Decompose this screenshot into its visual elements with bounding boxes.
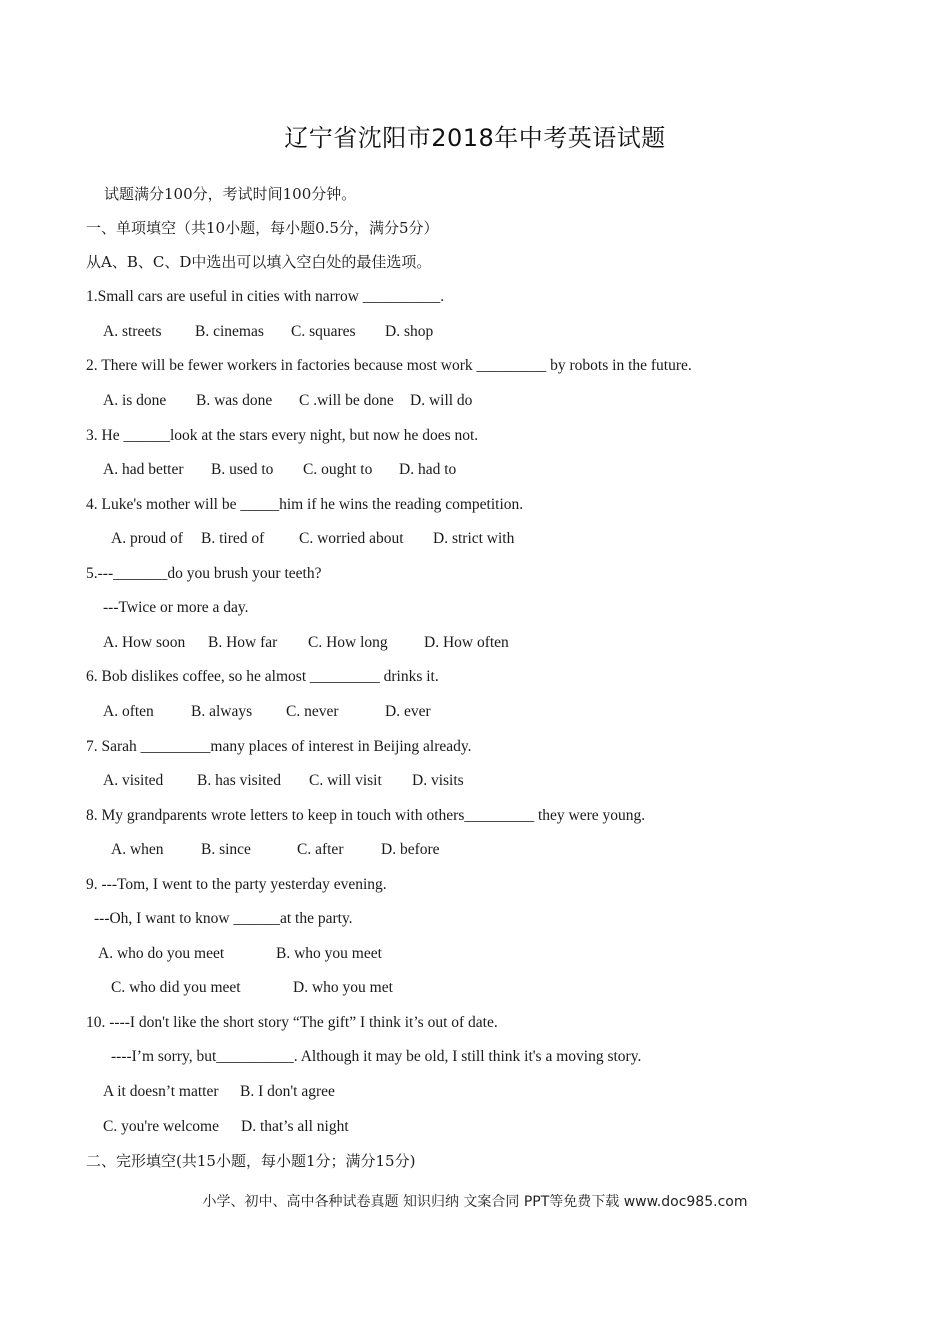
option-c: C. squares: [291, 323, 356, 340]
option-d: D. visits: [412, 772, 464, 789]
option-b: B. used to: [211, 461, 274, 478]
option-d: D. will do: [410, 392, 473, 409]
page-footer: 小学、初中、高中各种试卷真题 知识归纳 文案合同 PPT等免费下载 www.doc985.com: [202, 1194, 748, 1210]
option-d: D. ever: [385, 703, 431, 720]
option-a: A. is done: [103, 392, 167, 409]
option-c: C. after: [297, 841, 344, 858]
question-9-stem: 9. ---Tom, I went to the party yesterday evening.: [86, 876, 387, 893]
question-5-stem: 5.---_______do you brush your teeth?: [86, 565, 322, 582]
question-10-dialogue: ----I’m sorry, but__________. Although it may be old, I still think it's a moving story.: [111, 1048, 642, 1065]
option-d: D. strict with: [433, 530, 515, 547]
question-8-stem: 8. My grandparents wrote letters to keep in touch with others_________ they were young.: [86, 807, 646, 824]
option-b: B. since: [201, 841, 251, 858]
option-d: D. How often: [424, 634, 509, 651]
section-2-heading: 二、完形填空(共15小题，每小题1分；满分15分): [86, 1152, 416, 1170]
option-a: A. proud of: [111, 530, 183, 547]
option-b: B. I don't agree: [240, 1083, 335, 1100]
option-c: C. you're welcome: [103, 1118, 219, 1135]
section-1-heading: 一、单项填空（共10小题，每小题0.5分，满分5分）: [86, 219, 439, 237]
question-3-stem: 3. He ______look at the stars every night, but now he does not.: [86, 427, 479, 444]
option-a: A. streets: [103, 323, 162, 340]
question-5-dialogue: ---Twice or more a day.: [103, 599, 249, 616]
option-a: A. often: [103, 703, 154, 720]
option-b: B. How far: [208, 634, 278, 651]
option-c: C. worried about: [299, 530, 404, 547]
option-a: A. who do you meet: [98, 945, 225, 962]
option-c: C. How long: [308, 634, 388, 651]
option-b: B. tired of: [201, 530, 265, 547]
option-a: A. visited: [103, 772, 164, 789]
question-1-stem: 1.Small cars are useful in cities with narrow __________.: [86, 288, 445, 305]
option-d: D. shop: [385, 323, 434, 340]
option-c: C. who did you meet: [111, 979, 241, 996]
option-b: B. cinemas: [195, 323, 264, 340]
option-c: C. will visit: [309, 772, 382, 789]
option-c: C. never: [286, 703, 339, 720]
option-d: D. before: [381, 841, 440, 858]
option-a: A. when: [111, 841, 164, 858]
option-d: D. that’s all night: [241, 1118, 349, 1135]
option-b: B. has visited: [197, 772, 281, 789]
option-c: C .will be done: [299, 392, 394, 409]
question-6-stem: 6. Bob dislikes coffee, so he almost _________ drinks it.: [86, 668, 439, 685]
option-d: D. had to: [399, 461, 457, 478]
question-10-stem: 10. ----I don't like the short story “The gift” I think it’s out of date.: [86, 1014, 498, 1031]
option-a: A. had better: [103, 461, 184, 478]
section-1-instruction: 从A、B、C、D中选出可以填入空白处的最佳选项。: [86, 253, 432, 271]
question-2-stem: 2. There will be fewer workers in factories because most work _________ by robots in the future.: [86, 357, 692, 374]
option-b: B. who you meet: [276, 945, 382, 962]
question-9-dialogue: ---Oh, I want to know ______at the party.: [94, 910, 353, 927]
option-a: A. How soon: [103, 634, 186, 651]
option-a: A it doesn’t matter: [103, 1083, 219, 1100]
option-c: C. ought to: [303, 461, 373, 478]
option-d: D. who you met: [293, 979, 393, 996]
question-7-stem: 7. Sarah _________many places of interest in Beijing already.: [86, 738, 472, 755]
page-title: 辽宁省沈阳市2018年中考英语试题: [284, 124, 666, 152]
option-b: B. was done: [196, 392, 273, 409]
option-b: B. always: [191, 703, 253, 720]
question-4-stem: 4. Luke's mother will be _____him if he wins the reading competition.: [86, 496, 524, 513]
intro-text: 试题满分100分，考试时间100分钟。: [104, 185, 357, 203]
